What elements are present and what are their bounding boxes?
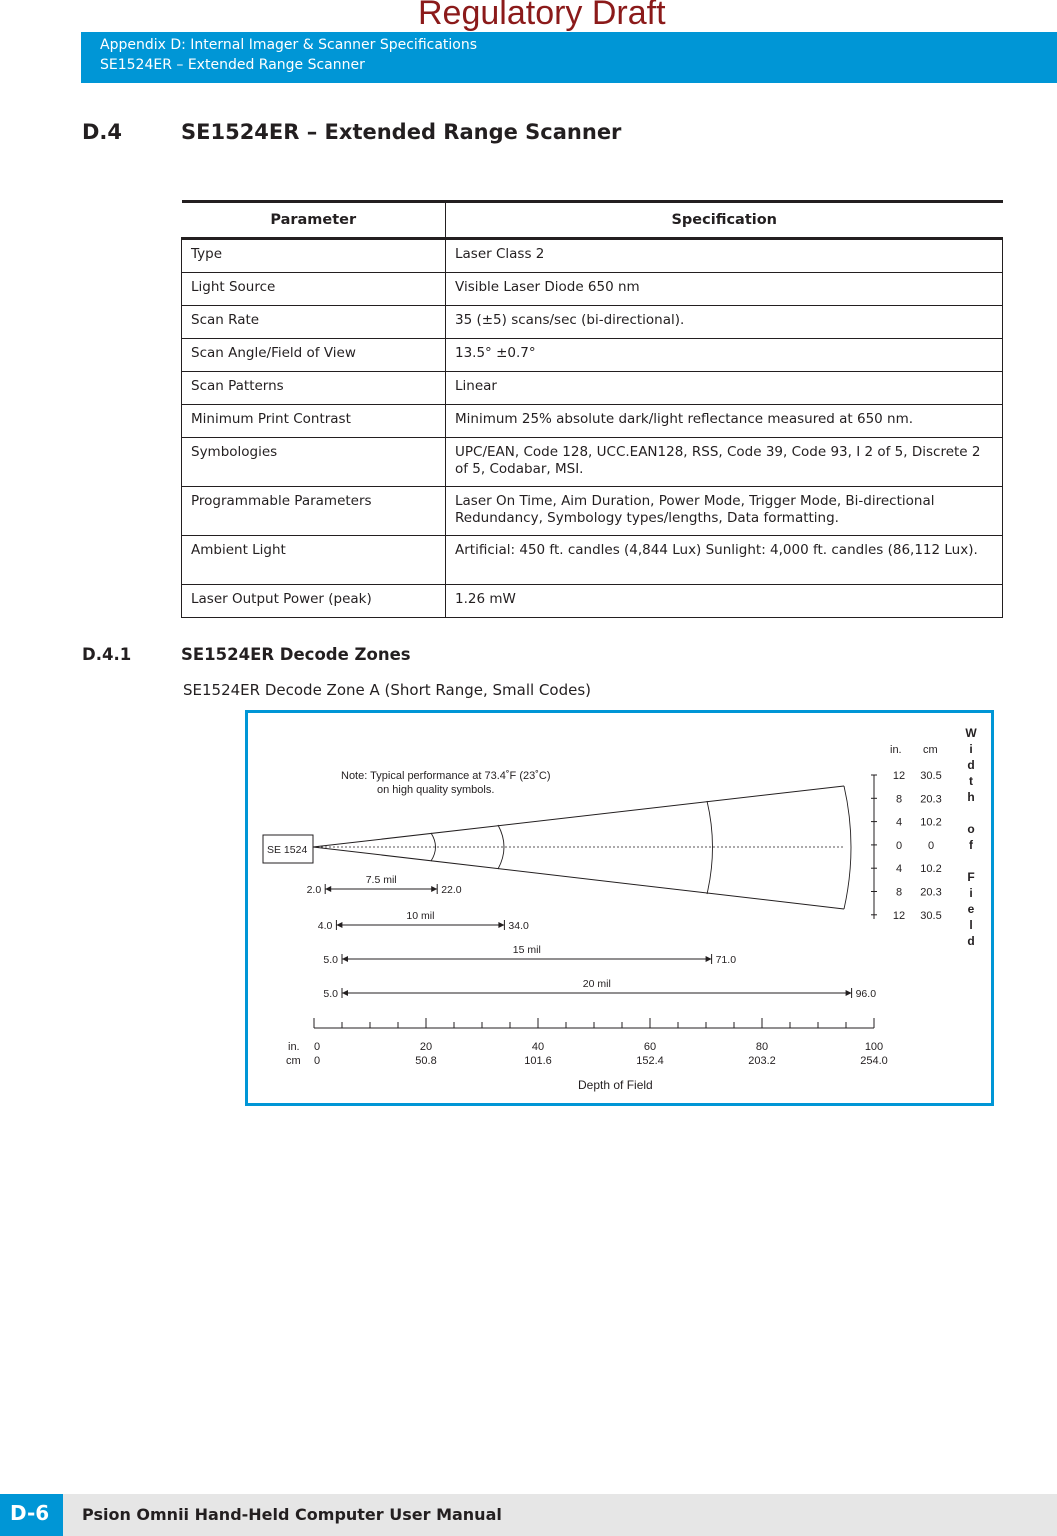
zone-start-label: 2.0 bbox=[306, 884, 322, 896]
zone-start-arrow bbox=[342, 956, 348, 962]
zone-start-arrow bbox=[342, 990, 348, 996]
specification-cell: Artificial: 450 ft. candles (4,844 Lux) Sunlight: 4,000 ft. candles (86,112 Lux). bbox=[446, 536, 1003, 585]
parameter-cell: Scan Patterns bbox=[182, 372, 446, 405]
width-cm-label: 20.3 bbox=[920, 886, 942, 899]
spec-table-header bbox=[182, 202, 1003, 239]
zone-start-label: 5.0 bbox=[323, 988, 338, 1000]
axis-in-label: 80 bbox=[755, 1041, 769, 1053]
axis-in-label: 20 bbox=[419, 1041, 433, 1053]
width-in-label: 0 bbox=[895, 839, 903, 852]
width-scale bbox=[871, 770, 942, 922]
width-in-label: 4 bbox=[895, 816, 903, 829]
axis-cm-label: 101.6 bbox=[524, 1055, 552, 1067]
parameter-cell: Scan Rate bbox=[182, 306, 446, 339]
table-row bbox=[182, 339, 1003, 372]
zone-end-arrow bbox=[846, 990, 852, 996]
zone-end-label: 96.0 bbox=[855, 988, 877, 1000]
axis-cm-label: 203.2 bbox=[748, 1055, 776, 1067]
width-cm-label: 20.3 bbox=[920, 793, 942, 806]
decode-zone-diagram bbox=[245, 710, 994, 1106]
axis-in-label: 40 bbox=[531, 1041, 545, 1053]
specification-cell: Laser Class 2 bbox=[446, 239, 1003, 273]
width-in-label: 12 bbox=[892, 770, 906, 782]
zone-start-label: 4.0 bbox=[317, 920, 333, 932]
table-row bbox=[182, 306, 1003, 339]
zone-start-label: 5.0 bbox=[323, 954, 338, 966]
zone-arc-20-mil bbox=[844, 786, 851, 909]
zone-end-arrow bbox=[706, 956, 712, 962]
axis-in-label: 100 bbox=[864, 1041, 884, 1053]
header-chapter-title: Appendix D: Internal Imager & Scanner Specifications bbox=[100, 37, 478, 53]
page-number-tab bbox=[0, 1494, 63, 1536]
parameter-cell: Programmable Parameters bbox=[182, 487, 446, 536]
zone-mil-label: 15 mil bbox=[512, 944, 541, 956]
table-row bbox=[182, 372, 1003, 405]
table-row bbox=[182, 536, 1003, 585]
zone-end-label: 71.0 bbox=[715, 954, 737, 966]
width-header-in: in. bbox=[890, 744, 902, 756]
zone-mil-label: 10 mil bbox=[406, 910, 435, 922]
specification-cell: 13.5° ±0.7° bbox=[446, 339, 1003, 372]
note-line-1: Note: Typical performance at 73.4˚F (23˚C) bbox=[341, 770, 551, 782]
zone-start-arrow bbox=[336, 922, 342, 928]
width-in-label: 8 bbox=[895, 793, 903, 806]
page-number: D-6 bbox=[10, 1501, 50, 1525]
specification-cell: 35 (±5) scans/sec (bi-directional). bbox=[446, 306, 1003, 339]
parameter-header: Parameter bbox=[182, 202, 446, 239]
depth-axis-ticks bbox=[314, 1018, 874, 1028]
zone-arc-15-mil bbox=[707, 801, 713, 894]
header-section-title: SE1524ER – Extended Range Scanner bbox=[100, 57, 365, 73]
specification-cell: Visible Laser Diode 650 nm bbox=[446, 273, 1003, 306]
manual-title: Psion Omnii Hand-Held Computer User Manual bbox=[82, 1505, 502, 1524]
parameter-cell: Scan Angle/Field of View bbox=[182, 339, 446, 372]
specification-cell: UPC/EAN, Code 128, UCC.EAN128, RSS, Code 39, Code 93, I 2 of 5, Discrete 2 of 5, Codabar, MSI. bbox=[446, 438, 1003, 487]
specification-cell: Laser On Time, Aim Duration, Power Mode, Trigger Mode, Bi-directional Redundancy, Symbology types/lengths, Data formatting. bbox=[446, 487, 1003, 536]
table-row bbox=[182, 405, 1003, 438]
section-title: SE1524ER – Extended Range Scanner bbox=[181, 120, 622, 144]
note-line-2: on high quality symbols. bbox=[377, 784, 495, 796]
subsection-number: D.4.1 bbox=[82, 645, 132, 664]
figure-caption: SE1524ER Decode Zone A (Short Range, Small Codes) bbox=[183, 681, 591, 699]
width-cm-label: 10.2 bbox=[920, 816, 942, 829]
specification-cell: 1.26 mW bbox=[446, 585, 1003, 618]
axis-cm-label: 152.4 bbox=[636, 1055, 664, 1067]
side-title-text: W i d t h o f F i e l d bbox=[965, 726, 977, 948]
axis-cm-label: 0 bbox=[314, 1055, 321, 1067]
zone-mil-label: 7.5 mil bbox=[365, 874, 397, 886]
table-row bbox=[182, 487, 1003, 536]
zone-end-arrow bbox=[431, 886, 437, 892]
zone-start-arrow bbox=[325, 886, 331, 892]
specification-header: Specification bbox=[446, 202, 1003, 239]
subsection-title: SE1524ER Decode Zones bbox=[181, 645, 411, 664]
axis-cm-label: 50.8 bbox=[415, 1055, 437, 1067]
regulatory-draft-watermark: Regulatory Draft bbox=[418, 0, 666, 32]
width-in-label: 8 bbox=[895, 886, 903, 899]
parameter-cell: Laser Output Power (peak) bbox=[182, 585, 446, 618]
specification-cell: Minimum 25% absolute dark/light reflectance measured at 650 nm. bbox=[446, 405, 1003, 438]
specification-cell: Linear bbox=[446, 372, 1003, 405]
axis-title: Depth of Field bbox=[578, 1078, 653, 1092]
table-row bbox=[182, 239, 1003, 273]
depth-axis-labels bbox=[314, 1041, 888, 1067]
zone-mil-label: 20 mil bbox=[582, 978, 611, 990]
table-row bbox=[182, 438, 1003, 487]
decode-zone-svg bbox=[248, 713, 991, 1103]
axis-cm-label: 254.0 bbox=[860, 1055, 888, 1067]
zone-end-arrow bbox=[498, 922, 504, 928]
spec-table bbox=[181, 200, 1003, 618]
width-cm-label: 0 bbox=[927, 839, 935, 852]
parameter-cell: Light Source bbox=[182, 273, 446, 306]
zone-end-label: 22.0 bbox=[441, 884, 462, 896]
width-cm-label: 30.5 bbox=[920, 909, 942, 922]
parameter-cell: Symbologies bbox=[182, 438, 446, 487]
width-of-field-title bbox=[965, 726, 977, 948]
decode-ranges bbox=[307, 874, 877, 1000]
table-row bbox=[182, 273, 1003, 306]
axis-unit-in: in. bbox=[288, 1041, 300, 1053]
axis-in-label: 60 bbox=[643, 1041, 657, 1053]
parameter-cell: Type bbox=[182, 239, 446, 273]
width-header-cm: cm bbox=[923, 744, 938, 756]
section-number: D.4 bbox=[82, 120, 123, 144]
axis-unit-cm: cm bbox=[286, 1055, 301, 1067]
width-in-label: 12 bbox=[892, 909, 906, 922]
width-in-label: 4 bbox=[895, 863, 903, 876]
width-cm-label: 30.5 bbox=[920, 770, 942, 782]
width-cm-label: 10.2 bbox=[920, 863, 942, 876]
table-row bbox=[182, 585, 1003, 618]
parameter-cell: Minimum Print Contrast bbox=[182, 405, 446, 438]
zone-end-label: 34.0 bbox=[508, 920, 529, 932]
axis-in-label: 0 bbox=[314, 1041, 321, 1053]
scanner-label: SE 1524 bbox=[267, 844, 308, 856]
parameter-cell: Ambient Light bbox=[182, 536, 446, 585]
